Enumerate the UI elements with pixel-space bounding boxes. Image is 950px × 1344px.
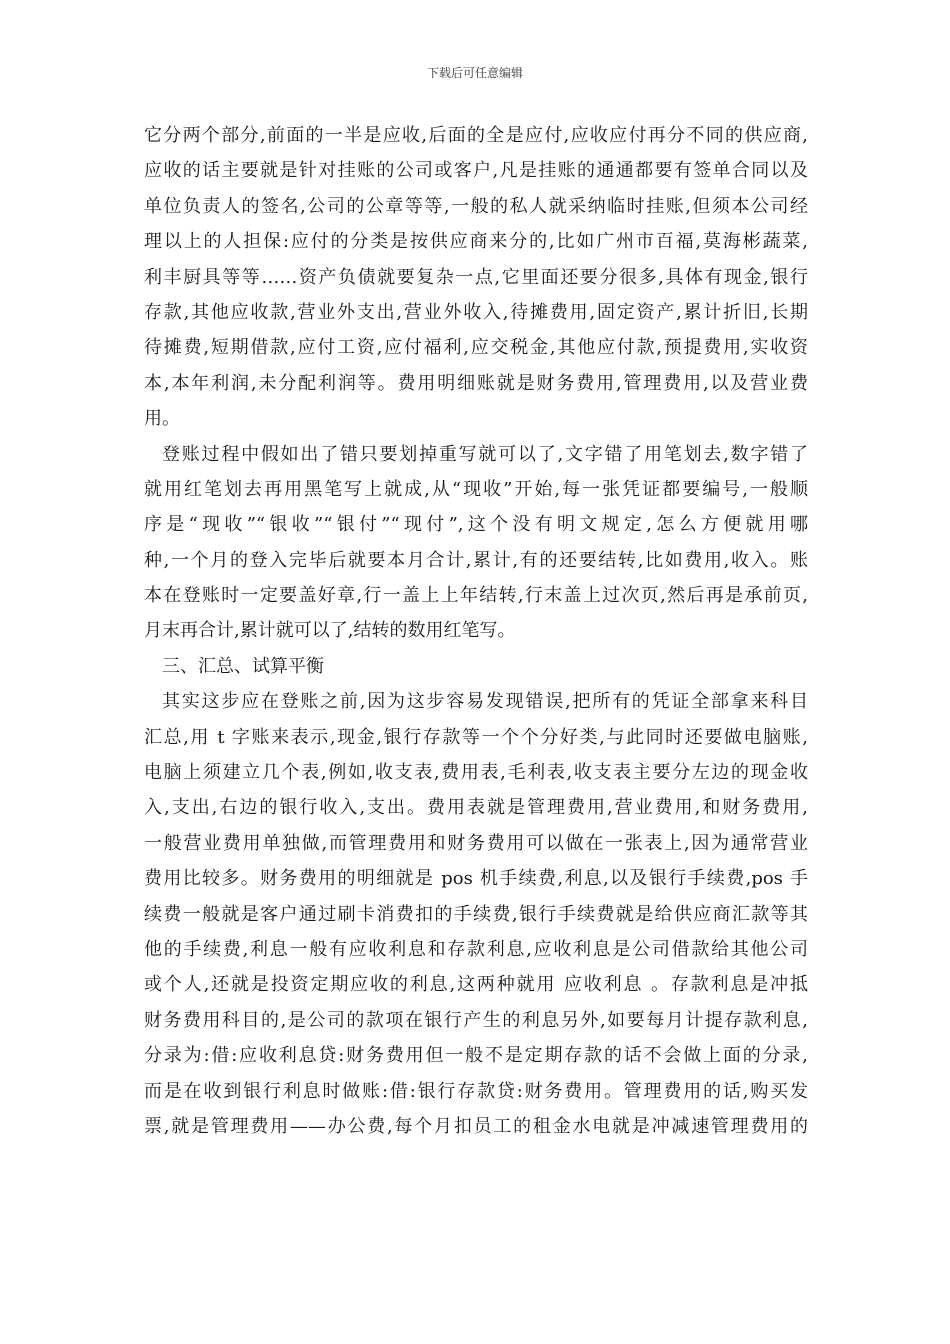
- text-line: 序是“现收”“银收”“银付”“现付”,这个没有明文规定,怎么方便就用哪: [144, 514, 808, 536]
- text-line: 他的手续费,利息一般有应收利息和存款利息,应收利息是公司借款给其他公司: [144, 938, 808, 960]
- text-line: 其实这步应在登账之前,因为这步容易发现错误,把所有的凭证全部拿来科目: [162, 691, 808, 713]
- text-line: 存款,其他应收款,营业外支出,营业外收入,待摊费用,固定资产,累计折旧,长期: [144, 301, 808, 323]
- text-line: 用。: [144, 408, 180, 430]
- text-line: 月末再合计,累计就可以了,结转的数用红笔写。: [144, 620, 516, 642]
- text-line: 票,就是管理费用——办公费,每个月扣员工的租金水电就是冲减速管理费用的: [144, 1115, 808, 1137]
- text-line: 分录为:借:应收利息贷:财务费用但一般不是定期存款的话不会做上面的分录,: [144, 1045, 808, 1067]
- text-line: 费用比较多。财务费用的明细就是 pos 机手续费,利息,以及银行手续费,pos 手: [144, 868, 808, 890]
- text-line: 汇总,用 t 字账来表示,现金,银行存款等一个个分好类,与此同时还要做电脑账,: [144, 726, 808, 748]
- text-line: 就用红笔划去再用黑笔写上就成,从“现收”开始,每一张凭证都要编号,一般顺: [144, 478, 808, 500]
- text-line: 它分两个部分,前面的一半是应收,后面的全是应付,应收应付再分不同的供应商,: [144, 125, 808, 146]
- section-heading: 三、汇总、试算平衡: [162, 655, 324, 677]
- text-line: 本,本年利润,未分配利润等。费用明细账就是财务费用,管理费用,以及营业费: [144, 372, 808, 394]
- text-line: 或个人,还就是投资定期应收的利息,这两种就用 应收利息 。存款利息是冲抵: [144, 974, 808, 996]
- text-line: 理以上的人担保:应付的分类是按供应商来分的,比如广州市百福,莫海彬蔬菜,: [144, 231, 808, 253]
- text-line: 单位负责人的签名,公司的公章等等,一般的私人就采纳临时挂账,但须本公司经: [144, 195, 808, 217]
- text-line: 种,一个月的登入完毕后就要本月合计,累计,有的还要结转,比如费用,收入。账: [144, 549, 808, 571]
- text-line: 本在登账时一定要盖好章,行一盖上上年结转,行末盖上过次页,然后再是承前页,: [144, 585, 808, 607]
- text-line: 续费一般就是客户通过刷卡消费扣的手续费,银行手续费就是给供应商汇款等其: [144, 903, 808, 925]
- text-line: 入,支出,右边的银行收入,支出。费用表就是管理费用,营业费用,和财务费用,: [144, 797, 808, 819]
- text-line: 财务费用科目的,是公司的款项在银行产生的利息另外,如要每月计提存款利息,: [144, 1009, 808, 1031]
- text-line: 电脑上须建立几个表,例如,收支表,费用表,毛利表,收支表主要分左边的现金收: [144, 762, 808, 784]
- body-text: [144, 118, 808, 1144]
- text-line: 登账过程中假如出了错只要划掉重写就可以了,文字错了用笔划去,数字错了: [162, 443, 808, 465]
- text-line: 而是在收到银行利息时做账:借:银行存款贷:财务费用。管理费用的话,购买发: [144, 1080, 808, 1102]
- text-line: 应收的话主要就是针对挂账的公司或客户,凡是挂账的通通都要有签单合同以及: [144, 160, 808, 182]
- text-line: 利丰厨具等等……资产负债就要复杂一点,它里面还要分很多,具体有现金,银行: [144, 266, 808, 288]
- page-header: 下载后可任意编辑: [426, 66, 523, 80]
- text-line: 待摊费,短期借款,应付工资,应付福利,应交税金,其他应付款,预提费用,实收资: [144, 337, 808, 359]
- text-line: 一般营业费用单独做,而管理费用和财务费用可以做在一张表上,因为通常营业: [144, 832, 808, 854]
